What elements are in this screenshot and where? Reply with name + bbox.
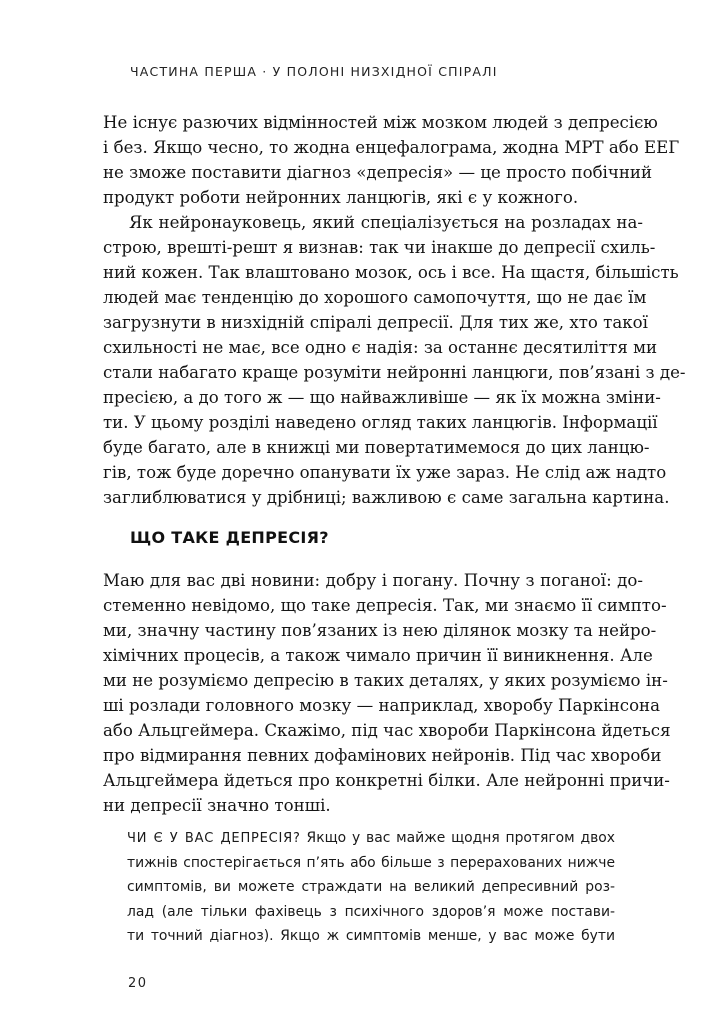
text-line: продукт роботи нейронних ланцюгів, які є у кожного.: [103, 188, 579, 207]
sidebar-lead: ЧИ Є У ВАС ДЕПРЕСІЯ?: [127, 831, 301, 846]
text-line: строю, врешті-решт я визнав: так чи інакше до депресії схиль-: [103, 238, 656, 257]
text-line: стеменно невідомо, що таке депресія. Так, ми знаємо її симпто-: [103, 596, 667, 615]
text-line: гів, тож буде доречно опанувати їх уже зараз. Не слід аж надто: [103, 463, 667, 482]
sidebar-first-line-text: Якщо у вас майже щодня протягом двох: [306, 830, 615, 846]
text-line: Маю для вас дві новини: добру і погану. Почну з поганої: до-: [103, 571, 643, 590]
text-line: ші розлади головного мозку — наприклад, хворобу Паркінсона: [103, 696, 661, 715]
text-line: Альцгеймера йдеться про конкретні білки. Але нейронні причи-: [103, 771, 670, 790]
text-line: хімічних процесів, а також чимало причин її виникнення. Але: [103, 646, 653, 665]
text-line: заглиблюватися у дрібниці; важливою є саме загальна картина.: [103, 488, 670, 507]
text-line: ни депресії значно тонші.: [103, 796, 331, 815]
text-line: або Альцгеймера. Скажімо, під час хвороби Паркінсона йдеться: [103, 721, 671, 740]
body-text-block-1: [103, 110, 686, 510]
text-line: загрузнути в низхідній спіралі депресії. Для тих же, хто такої: [103, 313, 648, 332]
text-line: людей має тенденцію до хорошого самопочуття, що не дає їм: [103, 288, 647, 307]
text-line: ми, значну частину пов’язаних із нею ділянок мозку та нейро-: [103, 621, 657, 640]
text-line: стали набагато краще розуміти нейронні ланцюги, пов’язані з де-: [103, 363, 686, 382]
text-line: схильності не має, все одно є надія: за останнє десятиліття ми: [103, 338, 658, 357]
text-line: і без. Якщо чесно, то жодна енцефалограма, жодна МРТ або ЕЕГ: [103, 138, 680, 157]
text-line: про відмирання певних дофамінових нейронів. Під час хвороби: [103, 746, 662, 765]
text-line: Не існує разючих відмінностей між мозком людей з депресією: [103, 113, 658, 132]
text-line: ми не розуміємо депресію в таких деталях, у яких розуміємо ін-: [103, 671, 668, 690]
text-line: Як нейронауковець, який спеціалізується на розладах на-: [129, 213, 643, 232]
section-heading: ЩО ТАКЕ ДЕПРЕСІЯ?: [130, 528, 329, 547]
text-line: ний кожен. Так влаштовано мозок, ось і все. На щастя, більшість: [103, 263, 679, 282]
text-line: буде багато, але в книжці ми повертатимемося до цих ланцю-: [103, 438, 650, 457]
body-text-block-2: [103, 568, 671, 818]
sidebar-line: тижнів спостерігається п’ять або більше з перерахованих нижче: [127, 854, 615, 871]
sidebar-line: ти точний діагноз). Якщо ж симптомів менше, у вас може бути: [127, 928, 615, 944]
sidebar-box: [127, 826, 615, 949]
sidebar-first-line: [127, 826, 615, 851]
sidebar-line: лад (але тільки фахівець з психічного здоров’я може постави-: [127, 903, 615, 920]
text-line: не зможе поставити діагноз «депресія» — це просто побічний: [103, 163, 653, 182]
text-line: ти. У цьому розділі наведено огляд таких ланцюгів. Інформації: [103, 413, 658, 432]
text-line: пресією, а до того ж — що найважливіше — як їх можна зміни-: [103, 388, 661, 407]
running-head: ЧАСТИНА ПЕРША · У ПОЛОНІ НИЗХІДНОЇ СПІРАЛІ: [130, 64, 498, 79]
sidebar-line: симптомів, ви можете страждати на великий депресивний роз-: [127, 879, 615, 895]
page-number: 20: [128, 976, 148, 991]
